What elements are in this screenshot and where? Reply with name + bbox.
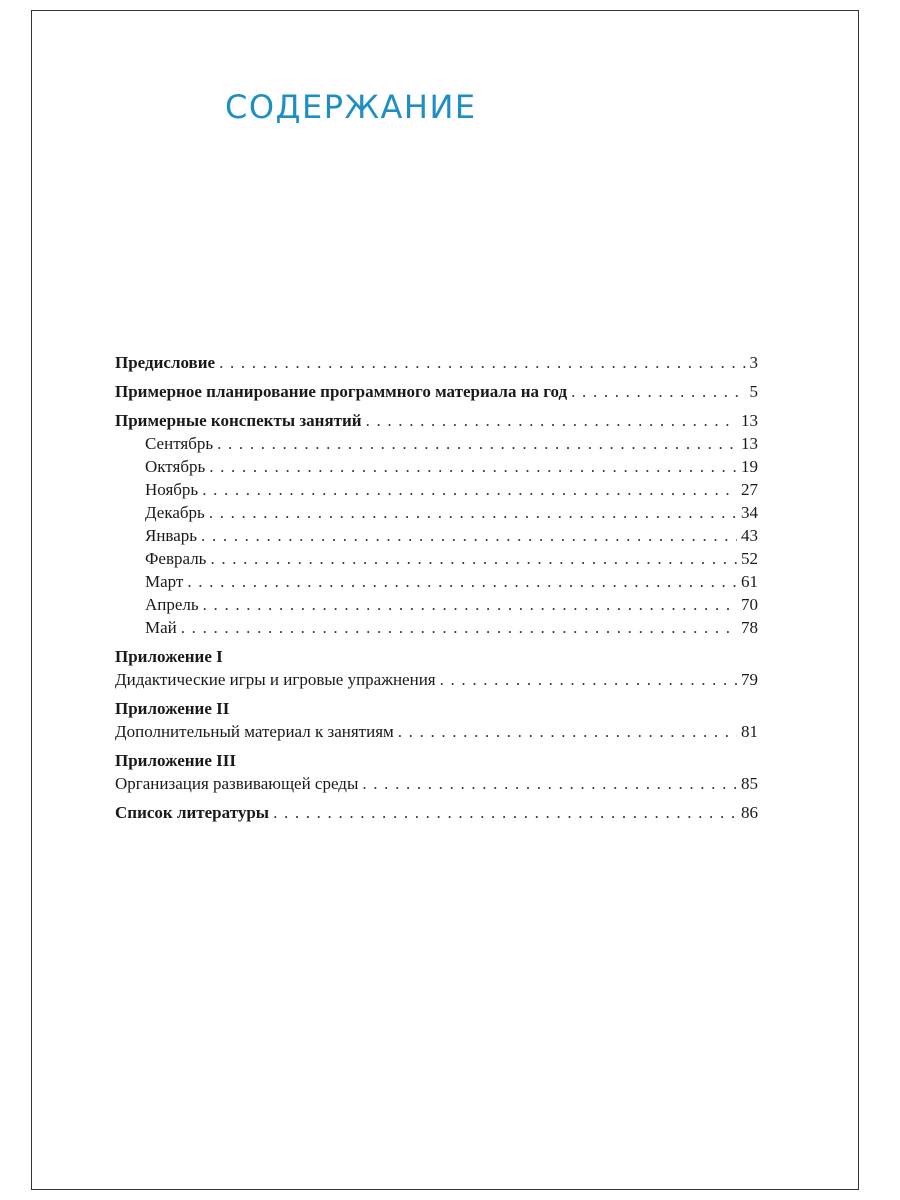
toc-entry-label: Список литературы — [115, 803, 270, 822]
toc-entry-label: Декабрь — [145, 503, 205, 522]
toc-entry-label: Сентябрь — [145, 434, 214, 453]
toc-entry-bibliography — [115, 801, 758, 824]
toc-entry-label: Февраль — [145, 549, 207, 568]
leader-dots — [202, 478, 737, 501]
toc-page-number: 43 — [741, 526, 758, 545]
toc-entry-month — [115, 501, 758, 524]
appendix-heading: Приложение III — [115, 751, 236, 770]
toc-entry-month — [115, 524, 758, 547]
toc-entry-month — [115, 455, 758, 478]
toc-entry-label: Организация развивающей среды — [115, 774, 359, 793]
toc-page-number: 13 — [741, 434, 758, 453]
appendix-heading: Приложение I — [115, 647, 223, 666]
leader-dots — [217, 432, 737, 455]
table-of-contents — [115, 351, 758, 824]
appendix-heading: Приложение II — [115, 699, 230, 718]
toc-page-number: 13 — [741, 411, 758, 430]
toc-entry-label: Октябрь — [145, 457, 206, 476]
toc-entry-label: Ноябрь — [145, 480, 199, 499]
toc-entry-label: Март — [145, 572, 184, 591]
toc-entry-month — [115, 570, 758, 593]
toc-entry-month — [115, 616, 758, 639]
toc-entry-label: Примерное планирование программного материала на год — [115, 382, 568, 401]
toc-entry-label: Дополнительный материал к занятиям — [115, 722, 394, 741]
toc-page-number: 34 — [741, 503, 758, 522]
toc-page-number: 85 — [741, 774, 758, 793]
toc-page-number: 61 — [741, 572, 758, 591]
toc-entry-month — [115, 478, 758, 501]
toc-entry-label: Январь — [145, 526, 198, 545]
toc-page-number: 19 — [741, 457, 758, 476]
toc-entry-appendix — [115, 772, 758, 795]
toc-entry-label: Дидактические игры и игровые упражнения — [115, 670, 436, 689]
leader-dots — [366, 409, 737, 432]
page-title: СОДЕРЖАНИЕ — [225, 88, 477, 126]
leader-dots — [571, 380, 745, 403]
toc-page-number: 3 — [749, 353, 758, 372]
leader-dots — [181, 616, 737, 639]
leader-dots — [219, 351, 745, 374]
toc-page-number: 86 — [741, 803, 758, 822]
leader-dots — [187, 570, 737, 593]
leader-dots — [210, 547, 737, 570]
toc-entry-planning — [115, 380, 758, 403]
toc-entry-month — [115, 547, 758, 570]
toc-page-number: 70 — [741, 595, 758, 614]
toc-entry-label: Апрель — [145, 595, 199, 614]
toc-page-number: 5 — [749, 382, 758, 401]
toc-page-number: 78 — [741, 618, 758, 637]
toc-entry-label: Май — [145, 618, 177, 637]
toc-entry-month — [115, 593, 758, 616]
leader-dots — [362, 772, 737, 795]
toc-entry-preface — [115, 351, 758, 374]
book-page — [31, 10, 859, 1190]
toc-page-number: 27 — [741, 480, 758, 499]
toc-page-number: 52 — [741, 549, 758, 568]
leader-dots — [209, 455, 737, 478]
leader-dots — [209, 501, 737, 524]
leader-dots — [398, 720, 737, 743]
toc-page-number: 79 — [741, 670, 758, 689]
toc-entry-appendix — [115, 668, 758, 691]
leader-dots — [203, 593, 737, 616]
toc-entry-outlines — [115, 409, 758, 432]
toc-entry-appendix — [115, 720, 758, 743]
toc-page-number: 81 — [741, 722, 758, 741]
leader-dots — [440, 668, 737, 691]
toc-entry-month — [115, 432, 758, 455]
leader-dots — [201, 524, 737, 547]
toc-entry-label: Примерные конспекты занятий — [115, 411, 362, 430]
toc-entry-label: Предисловие — [115, 353, 216, 372]
leader-dots — [273, 801, 737, 824]
